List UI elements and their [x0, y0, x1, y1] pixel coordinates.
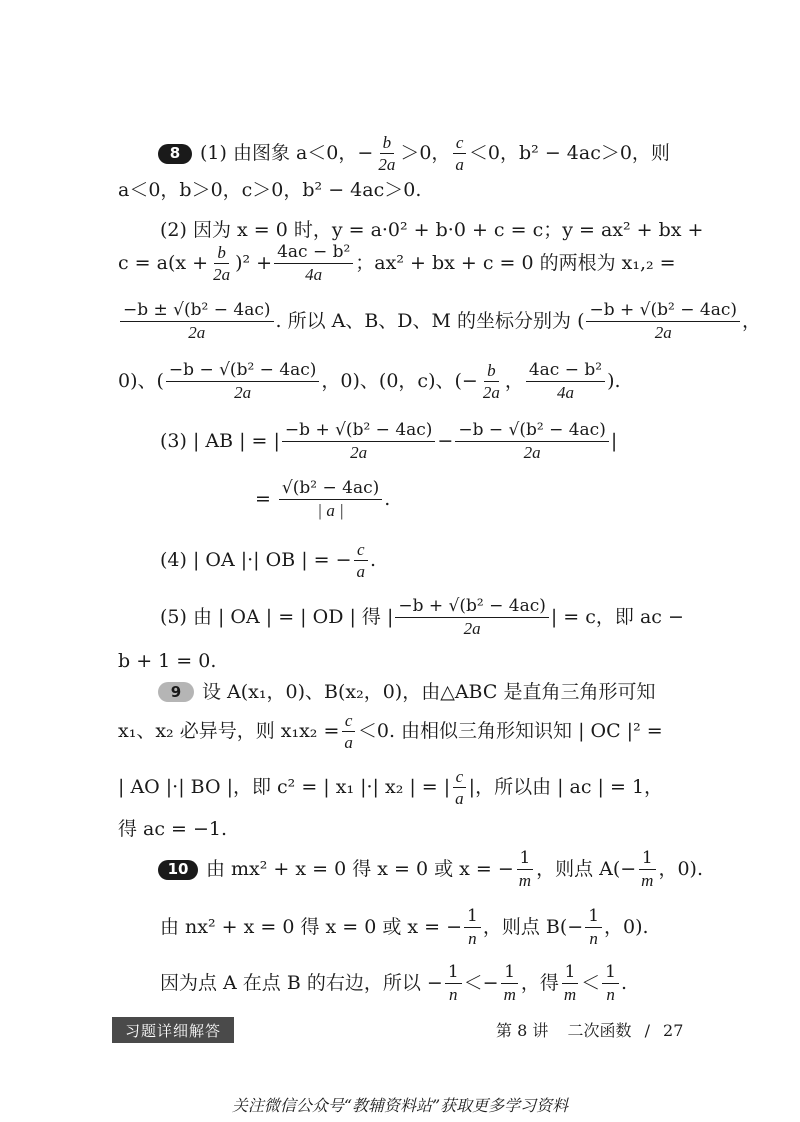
problem-10-badge: 10: [158, 860, 198, 880]
footer-lecture: 第 8 讲: [496, 1021, 549, 1040]
p8-part3-line1: (3) | AB | = | $\frac{\text{−b + √(b² − 4ac)}}{2a}$ − $\frac{\text{−b − √(b² − 4ac)}}{2a}$ |: [160, 420, 618, 462]
p9-line4: 得 ac = −1.: [118, 818, 228, 840]
problem-9-badge: 9: [158, 682, 194, 702]
p9-line3: | AO |·| BO |，即 c² = | x₁ |·| x₂ | = | $\frac{c}{a}$ |，所以由 | ac | = 1，: [118, 767, 664, 808]
footer-section-tag: 习题详细解答: [112, 1017, 234, 1043]
p8-part4: (4) | OA |·| OB | = − $\frac{c}{a}$ .: [160, 540, 377, 581]
p8-part2-line2: c = a(x + $\frac{b}{2a}$ )² + $\frac{\text{4ac − b²}}{4a}$ ；ax² + bx + c = 0 的两根为 x₁,₂ =: [118, 242, 676, 284]
footer-slash: /: [644, 1021, 650, 1040]
frac-b-2a: $\frac{b}{2a}$: [378, 133, 396, 174]
p8-cond1: a＜0，−: [295, 142, 374, 164]
p8-part2-line1: (2) 因为 x = 0 时，y = a·0² + b·0 + c = c；y = ax² + bx +: [160, 219, 704, 241]
frac-c-a: $\frac{c}{a}$: [452, 134, 467, 173]
p8-part2-line4: 0)、( $\frac{\text{−b − √(b² − 4ac)}}{2a}$ ，0)、(0，c)、(− $\frac{b}{2a}$ ， $\frac{\text{4ac − b²}}{4a}$ ).: [118, 360, 621, 402]
p9-line2: x₁、x₂ 必异号，则 x₁x₂ = $\frac{c}{a}$ ＜0. 由相似三角形知识知 | OC |² =: [118, 711, 663, 752]
p9-line1: 9 设 A(x₁，0)、B(x₂，0)，由△ABC 是直角三角形可知: [158, 682, 655, 702]
footer-topic: 二次函数: [567, 1021, 632, 1040]
p8-part3-line2: = $\frac{\text{√(b² − 4ac)}}{| a |}$ .: [255, 478, 391, 520]
p8-line2: a＜0，b＞0，c＞0，b² − 4ac＞0.: [118, 179, 422, 201]
p8-line1: [158, 134, 670, 173]
p8-part5-line1: (5) 由 | OA | = | OD | 得 | $\frac{\text{−b + √(b² − 4ac)}}{2a}$ | = c，即 ac −: [160, 596, 684, 638]
p8-part5-line2: b + 1 = 0.: [118, 650, 217, 672]
footer-page-info: [496, 1018, 683, 1041]
p8-part1-label: (1) 由图象: [200, 142, 290, 164]
p8-part2-line3: $\frac{\text{−b ± √(b² − 4ac)}}{2a}$ . 所以 A、B、D、M 的坐标分别为 ( $\frac{\text{−b + √(b² − 4ac)}}{2a}$ ，: [118, 302, 761, 341]
p10-line3: 因为点 A 在点 B 的右边，所以 − $\frac{1}{n}$ ＜− $\frac{1}{m}$ ，得 $\frac{1}{m}$ ＜ $\frac{1}{n}$ .: [160, 962, 628, 1004]
p8-cond3: ＜0，b² − 4ac＞0，则: [468, 142, 670, 164]
problem-8-badge: 8: [158, 144, 192, 164]
p10-line2: 由 nx² + x = 0 得 x = 0 或 x = − $\frac{1}{n}$ ，则点 B(− $\frac{1}{n}$ ，0).: [160, 906, 649, 948]
p10-line1: 10 由 mx² + x = 0 得 x = 0 或 x = − $\frac{1}{m}$ ，则点 A(− $\frac{1}{m}$ ，0).: [158, 850, 703, 889]
p8-cond2: ＞0，: [400, 142, 451, 164]
footer-page-number: 27: [663, 1021, 684, 1040]
watermark-text: 关注微信公众号“教辅资料站”获取更多学习资料: [231, 1096, 569, 1115]
